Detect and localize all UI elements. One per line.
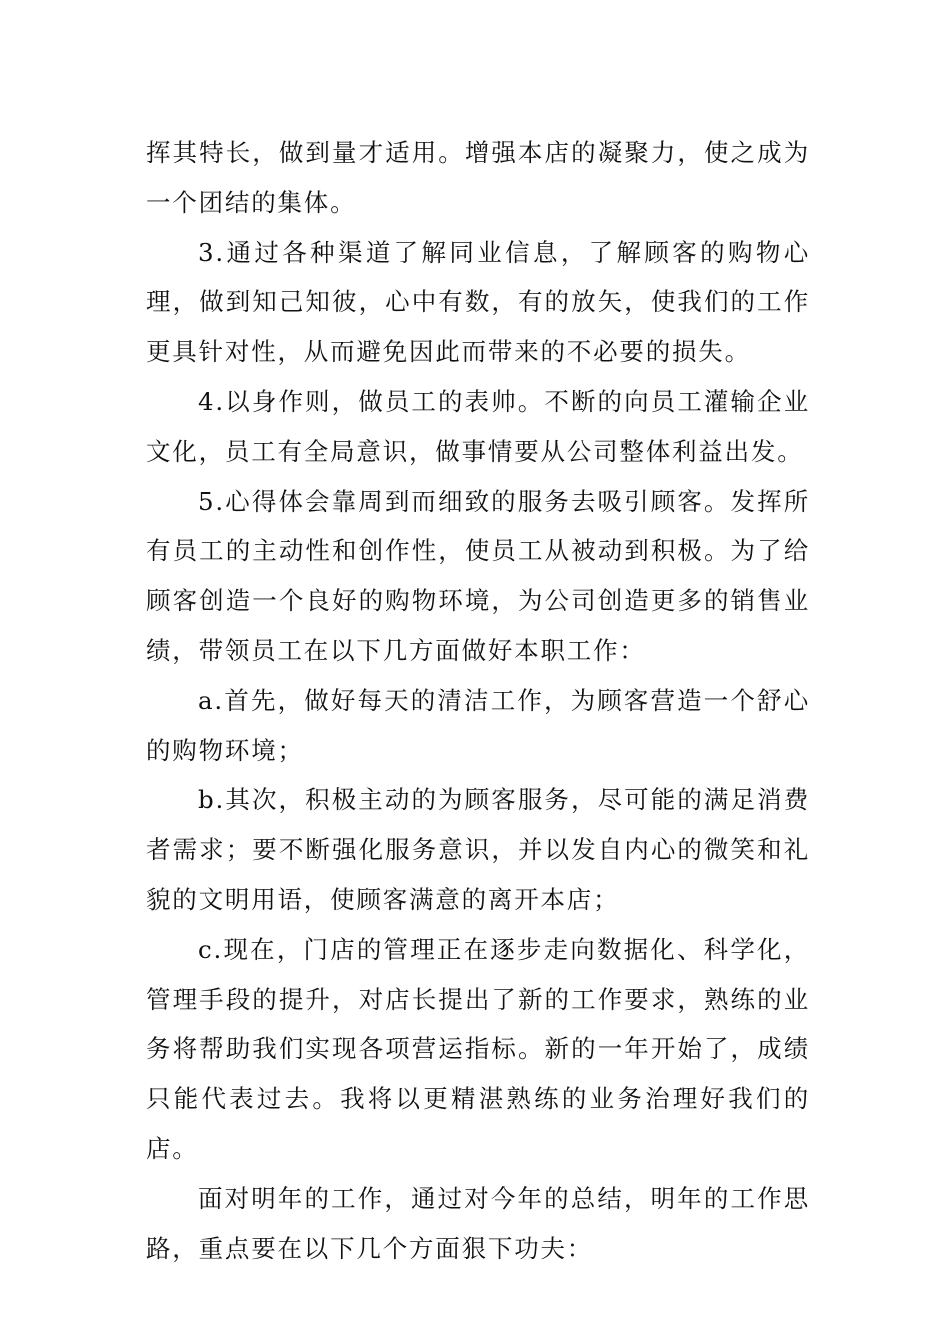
paragraph-6: b.其次，积极主动的为顾客服务，尽可能的满足消费者需求；要不断强化服务意识，并以发自内心的微笑和礼貌的文明用语，使顾客满意的离开本店； bbox=[146, 785, 810, 914]
paragraph-7: c.现在，门店的管理正在逐步走向数据化、科学化，管理手段的提升，对店长提出了新的工作要求，熟练的业务将帮助我们实现各项营运指标。新的一年开始了，成绩只能代表过去。我将以更精湛熟练的业务治理好我们的店。 bbox=[146, 934, 810, 1163]
paragraph-5: a.首先，做好每天的清洁工作，为顾客营造一个舒心的购物环境； bbox=[146, 685, 810, 765]
paragraph-1: 挥其特长，做到量才适用。增强本店的凝聚力，使之成为一个团结的集体。 bbox=[146, 138, 810, 217]
paragraph-8: 面对明年的工作，通过对今年的总结，明年的工作思路，重点要在以下几个方面狠下功夫： bbox=[146, 1183, 810, 1263]
paragraph-3: 4.以身作则，做员工的表帅。不断的向员工灌输企业文化，员工有全局意识，做事情要从公司整体利益出发。 bbox=[146, 386, 810, 466]
document-page bbox=[146, 128, 810, 1273]
paragraph-2: 3.通过各种渠道了解同业信息，了解顾客的购物心理，做到知己知彼，心中有数，有的放矢，使我们的工作更具针对性，从而避免因此而带来的不必要的损失。 bbox=[146, 237, 810, 367]
paragraph-4: 5.心得体会靠周到而细致的服务去吸引顾客。发挥所有员工的主动性和创作性，使员工从被动到积极。为了给顾客创造一个良好的购物环境，为公司创造更多的销售业绩，带领员工在以下几方面做好本职工作： bbox=[146, 486, 810, 665]
